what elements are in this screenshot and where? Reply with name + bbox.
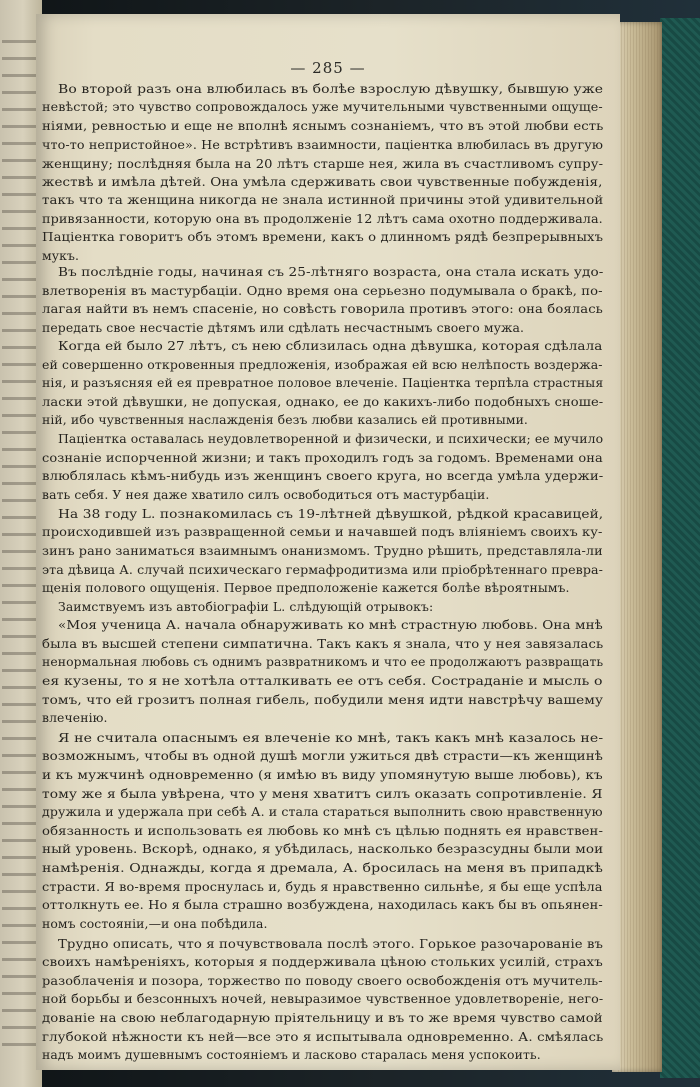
text-line: тому же я была увѣрена, что у меня хватитъ силъ оказать сопротивленіе. Я [42,786,603,801]
text-line: обязанность и использовать ея любовь ко мнѣ съ цѣлью поднять ея нравствен- [42,823,604,838]
text-line: «Моя ученица А. начала обнаруживать ко мнѣ страстную любовь. Она мнѣ [58,617,603,632]
text-line: возможнымъ, чтобы въ одной душѣ могли ужиться двѣ страсти—къ женщинѣ [42,748,603,763]
text-line: дованіе на свою неблагодарную пріятельницу и въ то же время чувство самой [42,1010,603,1025]
text-line: ный уровень. Вскорѣ, однако, я убѣдилась, насколько безразсудны были мои [42,841,604,856]
page-block-lines [618,22,658,1072]
text-line: ненормальная любовь съ однимъ развратникомъ и что ее продолжаютъ развращать [42,654,604,669]
text-line: глубокой нѣжности къ ней—все это я испытывала одновременно. А. смѣялась [42,1029,604,1044]
text-line: ной борьбы и безсонныхъ ночей, невыразимое чувственное удовлетвореніе, него- [42,991,604,1006]
text-line: что-то непристойное». Не встрѣтивъ взаимности, паціентка влюбилась въ другую [42,137,603,152]
text-line: разоблаченія и позора, торжество по поводу своего освобожденія отъ мучитель- [42,973,603,988]
text-line: Трудно описать, что я почувствовала послѣ этого. Горькое разочарованіе въ [58,936,604,951]
text-line: привязанности, которую она въ продолженіе 12 лѣтъ сама охотно поддерживала. [42,211,603,226]
left-page-text-fragment [2,40,36,1060]
text-line: Когда ей было 27 лѣтъ, съ нею сблизилась одна дѣвушка, которая сдѣлала [58,338,603,353]
text-line: невѣстой; это чувство сопровождалось уже мучительными чувственными ощуще- [42,99,603,114]
text-line: оттолкнуть ее. Но я была страшно возбуждена, находилась какъ бы въ опьянен- [42,897,603,912]
text-line: Паціентка говоритъ объ этомъ времени, какъ о длинномъ рядѣ безпрерывныхъ [42,229,604,244]
text-line: мукъ. [42,248,79,263]
text-line: влеченію. [42,710,108,725]
text-line: На 38 году L. познакомилась съ 19-лѣтней дѣвушкой, рѣдкой красавицей, [58,506,604,521]
text-line: щенія полового ощущенія. Первое предположеніе кажется болѣе вѣроятнымъ. [42,580,570,595]
text-line: женщину; послѣдняя была на 20 лѣтъ старше нея, жила въ счастливомъ супру- [42,156,604,171]
text-line: передать свое несчастіе дѣтямъ или сдѣлать несчастнымъ своего мужа. [42,320,525,335]
text-line: происходившей изъ развращенной семьи и начавшей подъ вліяніемъ своихъ ку- [42,524,603,539]
text-line: жествѣ и имѣла дѣтей. Она умѣла сдерживать свои чувственные побужденія, [42,174,603,189]
text-line: надъ моимъ душевнымъ состояніемъ и ласково старалась меня успокоить. [42,1047,541,1062]
text-line: влюблялась кѣмъ-нибудь изъ женщинъ своего круга, но всегда умѣла удержи- [42,468,604,483]
text-line: вать себя. У нея даже хватило силъ освободиться отъ мастурбаціи. [42,487,490,502]
text-line: лагая найти въ немъ спасеніе, но совѣсть говорила противъ этого: она боялась [42,301,603,316]
text-line: нія, и разъясняя ей ея превратное половое влеченіе. Паціентка терпѣла страстныя [42,375,604,390]
text-line: зинъ рано заниматься взаимнымъ онанизмомъ. Трудно рѣшить, представляла-ли [42,543,603,558]
text-line: такъ что та женщина никогда не знала истинной причины этой удивительной [42,192,604,207]
text-line: ласки этой дѣвушки, не допуская, однако, ее до какихъ-либо подобныхъ сноше- [42,394,604,409]
text-line: и къ мужчинѣ одновременно (я имѣю въ виду упомянутую выше любовь), къ [42,767,603,782]
text-line: Заимствуемъ изъ автобіографіи L. слѣдующій отрывокъ: [58,599,434,614]
text-line: Во второй разъ она влюбилась въ болѣе взрослую дѣвушку, бывшую уже [58,81,604,96]
text-line: номъ состояніи,—и она побѣдила. [42,916,268,931]
text-line: дружила и удержала при себѣ А. и стала стараться выполнить свою нравственную [42,804,603,819]
text-line: сознаніе испорченной жизни; и такъ проходилъ годъ за годомъ. Временами она [42,450,603,465]
text-line: ніями, ревностью и еще не вполнѣ яснымъ сознаніемъ, что въ этой любви есть [42,118,604,133]
text-line: эта дѣвица А. случай психическаго гермафродитизма или пріобрѣтеннаго превра- [42,562,604,577]
text-line: страсти. Я во-время проснулась и, будь я нравственно сильнѣе, я бы еще успѣла [42,879,603,894]
text-line: томъ, что ей грозитъ полная гибель, побудили меня идти навстрѣчу вашему [42,692,604,707]
page-body [36,14,620,1070]
book-page [36,14,620,1070]
text-line: ній, ибо чувственныя наслажденія безъ любви казались ей противными. [42,412,528,427]
text-line: ея кузены, то я не хотѣла отталкивать ее отъ себя. Состраданіе и мысль о [42,673,603,688]
book-cover-edge [660,18,700,1078]
page-number: — 285 — [290,59,366,77]
text-line: влетворенія въ мастурбаціи. Одно время она серьезно подумывала о бракѣ, по- [42,283,603,298]
text-line: намѣренія. Однажды, когда я дремала, А. бросилась на меня въ припадкѣ [42,860,603,875]
text-line: своихъ намѣреніяхъ, которыя я поддерживала цѣною стольких усилій, страхъ [42,954,603,969]
text-line: Въ послѣдніе годы, начиная съ 25-лѣтняго возраста, она стала искать удо- [58,264,604,279]
text-line: была въ высшей степени симпатична. Такъ какъ я знала, что у нея завязалась [42,636,604,651]
text-line: Я не считала опаснымъ ея влеченіе ко мнѣ, такъ какъ мнѣ казалось не- [58,730,604,745]
text-line: ей совершенно откровенныя предложенія, изображая ей всю нелѣпость воздержа- [42,357,603,372]
text-line: Паціентка оставалась неудовлетворенной и физически, и психически; ее мучило [58,431,604,446]
